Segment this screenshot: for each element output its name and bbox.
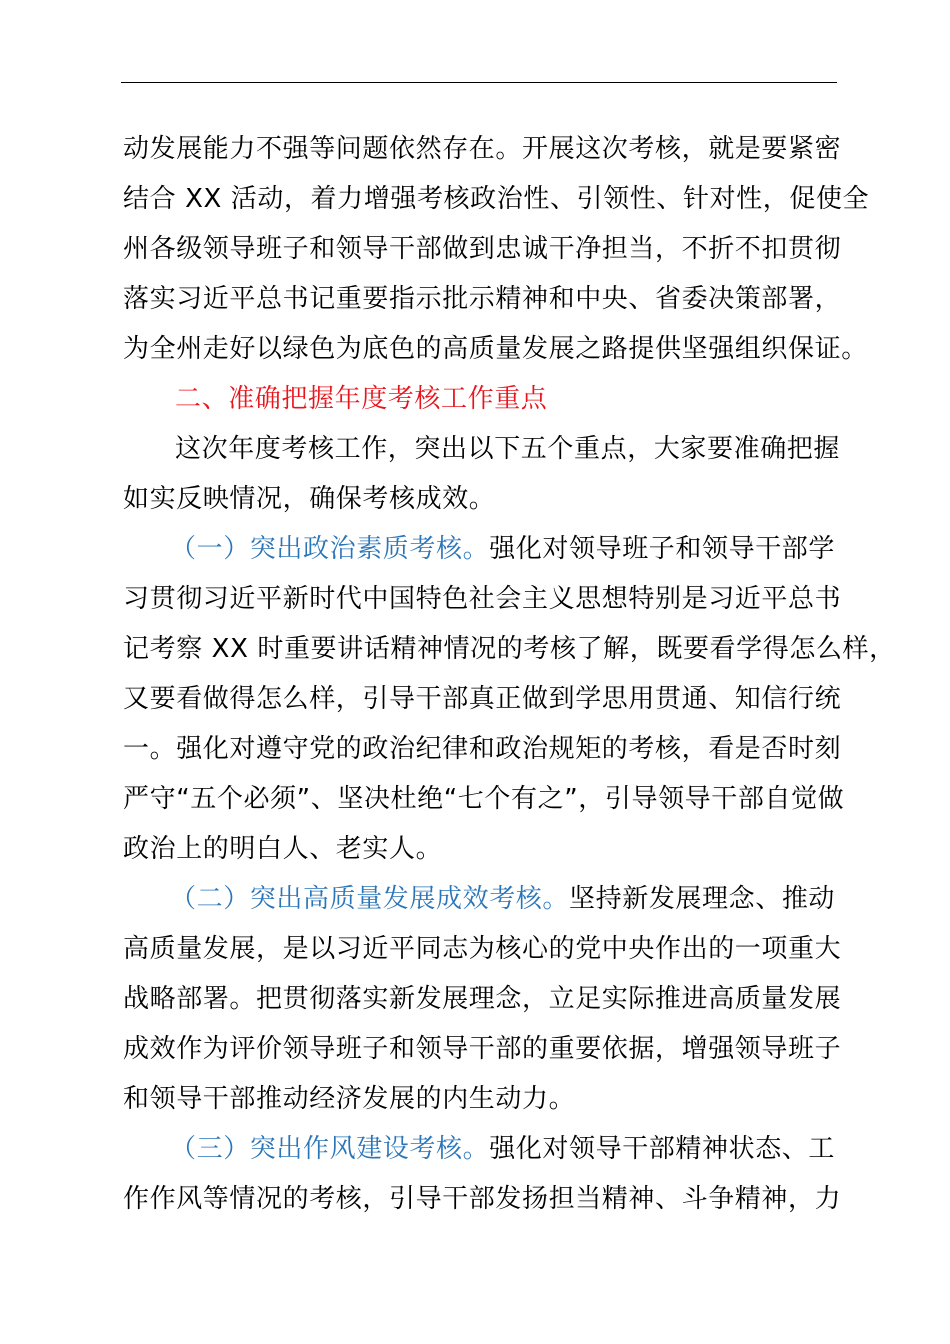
body-line: 记考察 XX 时重要讲话精神情况的考核了解，既要看学得怎么样， — [123, 634, 896, 664]
body-line: 和领导干部推动经济发展的内生动力。 — [123, 1084, 576, 1114]
body-line: 严守“五个必须”、坚决杜绝“七个有之”，引导领导干部自觉做 — [123, 784, 845, 814]
header-rule — [121, 82, 837, 83]
body-line: 一。强化对遵守党的政治纪律和政治规矩的考核，看是否时刻 — [123, 734, 842, 764]
subsection-title: （三）突出作风建设考核。 — [170, 1134, 490, 1164]
body-line: 政治上的明白人、老实人。 — [123, 834, 443, 864]
body-line: 习贯彻习近平新时代中国特色社会主义思想特别是习近平总书 — [123, 584, 842, 614]
body-line: 为全州走好以绿色为底色的高质量发展之路提供坚强组织保证。 — [123, 334, 868, 364]
body-line: 结合 XX 活动，着力增强考核政治性、引领性、针对性，促使全 — [123, 184, 870, 214]
subsection-title: （一）突出政治素质考核。 — [170, 534, 490, 564]
body-line: 动发展能力不强等问题依然存在。开展这次考核，就是要紧密 — [123, 134, 842, 164]
body-text: 坚持新发展理念、推动 — [569, 884, 836, 914]
subsection-first-line — [0, 532, 950, 566]
subsection-title: （二）突出高质量发展成效考核。 — [170, 884, 570, 914]
body-line: 作作风等情况的考核，引导干部发扬担当精神、斗争精神，力 — [123, 1184, 842, 1214]
body-line: 如实反映情况，确保考核成效。 — [123, 484, 496, 514]
body-line: 这次年度考核工作，突出以下五个重点，大家要准确把握 — [175, 434, 841, 464]
body-line: 州各级领导班子和领导干部做到忠诚干净担当，不折不扣贯彻 — [123, 234, 842, 264]
body-line: 成效作为评价领导班子和领导干部的重要依据，增强领导班子 — [123, 1034, 842, 1064]
section-heading: 二、准确把握年度考核工作重点 — [175, 384, 548, 414]
subsection-first-line — [0, 1132, 950, 1166]
subsection-first-line — [0, 882, 950, 916]
body-line: 落实习近平总书记重要指示批示精神和中央、省委决策部署， — [123, 284, 842, 314]
body-text: 强化对领导干部精神状态、工 — [489, 1134, 836, 1164]
body-line: 战略部署。把贯彻落实新发展理念，立足实际推进高质量发展 — [123, 984, 842, 1014]
body-line: 高质量发展，是以习近平同志为核心的党中央作出的一项重大 — [123, 934, 842, 964]
body-text: 强化对领导班子和领导干部学 — [489, 534, 836, 564]
body-line: 又要看做得怎么样，引导干部真正做到学思用贯通、知信行统 — [123, 684, 842, 714]
